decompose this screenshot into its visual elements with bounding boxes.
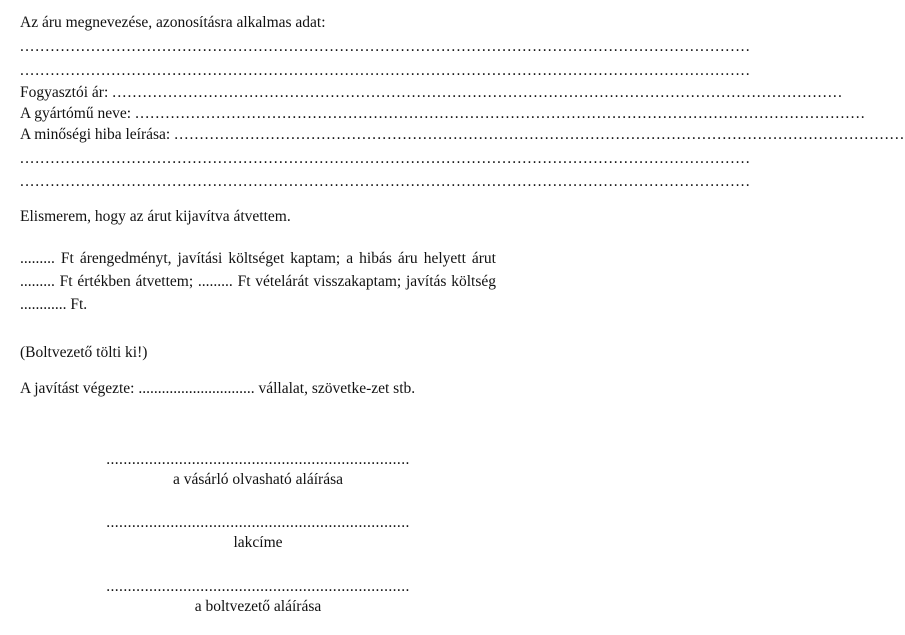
repair-paragraph: A javítást végezte: .............................. vállalat, szövetke-zet stb. — [20, 380, 416, 397]
acknowledgement-text: Elismerem, hogy az árut kijavítva átvettem. — [20, 208, 291, 225]
manager-signature-label: a boltvezető aláírása — [194, 598, 322, 615]
product-dotted-line-2: ................................................................................................................................................ — [20, 62, 751, 79]
address-label: lakcíme — [233, 534, 283, 551]
address-block — [95, 513, 421, 553]
manager-note: (Boltvezető tölti ki!) — [20, 344, 148, 361]
consumer-price-field: ................................................................................................................................................ — [112, 84, 844, 101]
manager-signature-block — [95, 577, 421, 617]
defect-dotted-line-2: ................................................................................................................................................ — [20, 173, 751, 190]
manufacturer-row — [20, 105, 866, 123]
manager-signature-line: ....................................................................... — [106, 578, 410, 595]
product-label: Az áru megnevezése, azonosításra alkalmas adat: — [20, 14, 326, 31]
buyer-signature-line: ....................................................................... — [106, 451, 410, 468]
buyer-signature-label: a vásárló olvasható aláírása — [173, 471, 343, 488]
defect-label: A minőségi hiba leírása: — [20, 126, 171, 143]
product-dotted-line-1: ................................................................................................................................................ — [20, 38, 751, 55]
consumer-price-row — [20, 84, 844, 102]
address-line: ....................................................................... — [106, 514, 410, 531]
defect-field: ................................................................................................................................................ — [174, 126, 905, 143]
manufacturer-label: A gyártómű neve: — [20, 105, 132, 122]
consumer-price-label: Fogyasztói ár: — [20, 84, 109, 101]
defect-dotted-line-1: ................................................................................................................................................ — [20, 150, 751, 167]
manufacturer-field: ................................................................................................................................................ — [135, 105, 866, 122]
defect-row — [20, 126, 905, 144]
buyer-signature-block — [95, 450, 421, 490]
compensation-paragraph: ......... Ft árengedményt, javítási költséget kaptam; a hibás áru helyett árut ......... Ft értékben átvettem; ......... Ft vételárát visszakaptam; javítás költség ............ Ft. — [20, 250, 496, 313]
